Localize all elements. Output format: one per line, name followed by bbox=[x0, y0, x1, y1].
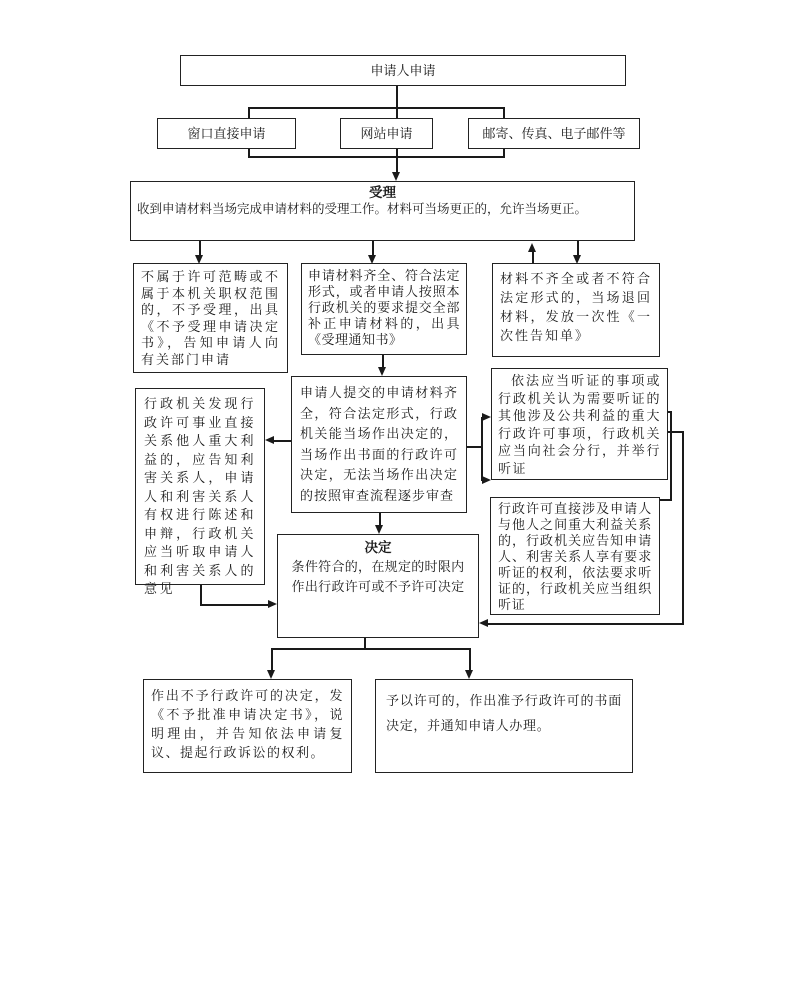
node-decision-title: 决定 bbox=[364, 540, 392, 555]
node-interested-party-hearing-text: 行政许可直接涉及申请人与他人之间重大利益关系的，行政机关应告知申请人、利害关系人享有要求听证的权利，依法要求听证的，行政机关应当组织听证 bbox=[498, 501, 652, 612]
arrowhead-into-accept bbox=[392, 172, 400, 181]
node-result-grant bbox=[375, 679, 633, 773]
node-decision bbox=[277, 534, 479, 638]
connector-third-party-to-decision bbox=[200, 604, 270, 606]
node-not-accepted-text: 不属于许可范畴或不属于本机关职权范围的，不予受理，出具《不予受理申请决定书》，告知申请人向有关部门申请 bbox=[141, 269, 280, 367]
node-materials-incomplete bbox=[492, 263, 660, 357]
node-channel-window bbox=[157, 118, 296, 149]
node-decision-body: 条件符合的，在规定的时限内作出行政许可或不予许可决定 bbox=[291, 559, 465, 594]
arrowhead-into-public-hearing bbox=[482, 413, 491, 421]
node-public-hearing bbox=[491, 368, 668, 480]
connector-third-party-down bbox=[200, 585, 202, 606]
arrowhead-into-grant bbox=[465, 670, 473, 679]
arrowhead-into-out-of-scope bbox=[195, 255, 203, 264]
node-result-deny-text: 作出不予行政许可的决定，发《不予批准申请决定书》，说明理由，并告知依法申请复议、提起行政诉讼的权利。 bbox=[151, 688, 344, 760]
node-on-spot-decision-review-text: 申请人提交的申请材料齐全，符合法定形式，行政机关能当场作出决定的，当场作出书面的行政许可决定，无法当场作出决定的按照审查流程逐步审查 bbox=[300, 385, 458, 503]
connector-decision-fork bbox=[271, 648, 471, 650]
node-result-grant-text: 予以许可的，作出准予行政许可的书面决定，并通知申请人办理。 bbox=[386, 693, 622, 733]
node-applicant-apply bbox=[180, 55, 626, 86]
node-acceptance-body: 收到申请材料当场完成申请材料的受理工作。材料可当场更正的，允许当场更正。 bbox=[137, 202, 588, 216]
node-channel-website-label: 网站申请 bbox=[360, 126, 413, 141]
connector-accept-to-complete bbox=[372, 241, 374, 256]
connector-onsite-right-branch bbox=[481, 417, 483, 481]
node-interested-party-hearing bbox=[490, 497, 660, 615]
connector-fork-to-deny bbox=[271, 648, 273, 671]
node-materials-incomplete-text: 材料不齐全或者不符合法定形式的，当场退回材料，发放一次性《一次性告知单》 bbox=[500, 271, 652, 343]
node-third-party-interest-text: 行政机关发现行政许可事业直接关系他人重大利益的，应告知利害关系人，申请人和利害关系人有权进行陈述和申辩，行政机关应当听取申请人和利害关系人的意见 bbox=[144, 396, 256, 596]
arrowhead-into-deny bbox=[267, 670, 275, 679]
connector-hearing-return-to-decision bbox=[487, 623, 684, 625]
arrowhead-into-accept-from-incomplete bbox=[528, 243, 536, 252]
arrowhead-into-decision-right bbox=[479, 619, 488, 627]
node-third-party-interest bbox=[135, 388, 265, 596]
node-result-deny bbox=[143, 679, 352, 773]
connector-hearing1-to-hearing2 bbox=[670, 411, 672, 501]
arrowhead-into-complete bbox=[368, 255, 376, 264]
node-materials-complete-text: 申请材料齐全、符合法定形式，或者申请人按照本行政机关的要求提交全部补正申请材料的，出具《受理通知书》 bbox=[308, 268, 460, 347]
arrowhead-into-decision-left bbox=[268, 600, 277, 608]
connector-accept-to-out-of-scope bbox=[199, 241, 201, 256]
node-public-hearing-text: 依法应当听证的事项或行政机关认为需要听证的其他涉及公共利益的重大行政许可事项，行政机关应当向社会分行，并举行听证 bbox=[498, 373, 661, 476]
node-channel-mail-fax-email bbox=[468, 118, 640, 149]
node-channel-mail-fax-email-label: 邮寄、传真、电子邮件等 bbox=[482, 126, 626, 141]
node-not-accepted-out-of-scope bbox=[133, 263, 288, 373]
node-acceptance-title: 受理 bbox=[369, 185, 396, 200]
arrowhead-into-interested-hearing bbox=[482, 476, 491, 484]
arrowhead-into-decision-top bbox=[375, 525, 383, 534]
node-applicant-apply-label: 申请人申请 bbox=[370, 63, 436, 78]
node-channel-website bbox=[340, 118, 433, 149]
connector-accept-to-incomplete bbox=[577, 241, 579, 256]
arrowhead-into-incomplete bbox=[573, 255, 581, 264]
arrowhead-into-third-party bbox=[265, 436, 274, 444]
connector-fork-to-grant bbox=[469, 648, 471, 671]
connector-into-hearing2-right bbox=[660, 499, 672, 501]
node-channel-window-label: 窗口直接申请 bbox=[187, 126, 266, 141]
connector-onsite-to-third-party bbox=[273, 440, 291, 442]
node-materials-complete bbox=[301, 263, 467, 355]
node-on-spot-decision-review bbox=[291, 376, 467, 513]
node-acceptance bbox=[130, 181, 635, 241]
connector-hearing-return-down bbox=[682, 431, 684, 625]
arrowhead-into-onsite bbox=[378, 367, 386, 376]
